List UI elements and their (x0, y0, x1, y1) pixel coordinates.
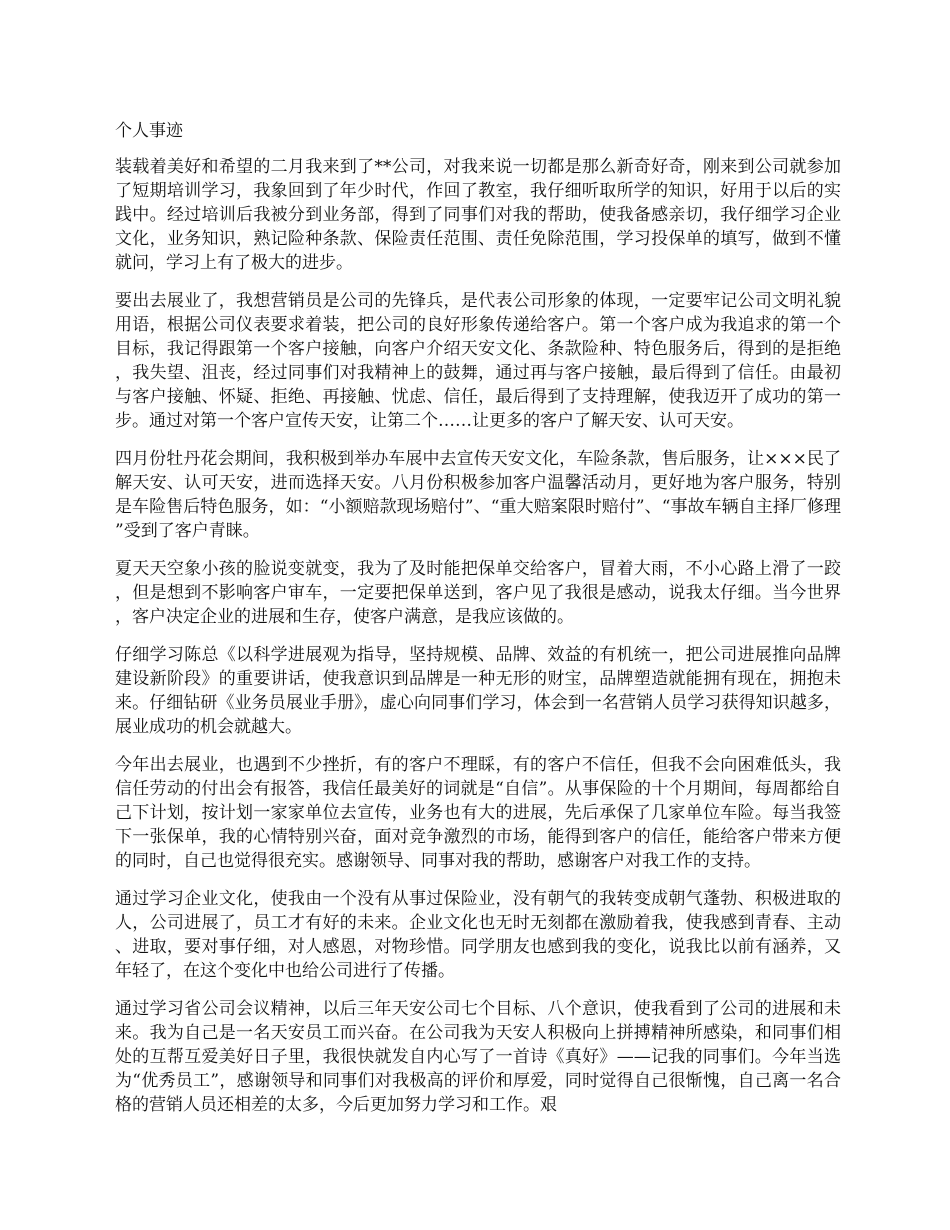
document-page (115, 119, 841, 1131)
paragraph-6: 今年出去展业，也遇到不少挫折，有的客户不理睬，有的客户不信任，但我不会向困难低头，我信任劳动的付出会有报答，我信任最美好的词就是“自信”。从事保险的十个月期间，每周都给自己下计划，按计划一家家单位去宣传，业务也有大的进展，先后承保了几家单位车险。每当我签下一张保单，我的心情特别兴奋，面对竞争激烈的市场，能得到客户的信任，能给客户带来方便的同时，自己也觉得很充实。感谢领导、同事对我的帮助，感谢客户对我工作的支持。 (115, 755, 841, 871)
paragraph-5: 仔细学习陈总《以科学进展观为指导，坚持规模、品牌、效益的有机统一，把公司进展推向品牌建设新阶段》的重要讲话，使我意识到品牌是一种无形的财宝，品牌塑造就能拥有现在，拥抱未来。仔细钻研《业务员展业手册》，虚心向同事们学习，体会到一名营销人员学习获得知识越多，展业成功的机会就越大。 (115, 645, 841, 737)
paragraph-8: 通过学习省公司会议精神，以后三年天安公司七个目标、八个意识，使我看到了公司的进展和未来。我为自己是一名天安员工而兴奋。在公司我为天安人积极向上拼搏精神所感染，和同事们相处的互帮互爱美好日子里，我很快就发自内心写了一首诗《真好》——记我的同事们。今年当选为“优秀员工”，感谢领导和同事们对我极高的评价和厚爱，同时觉得自己很惭愧，自己离一名合格的营销人员还相差的太多，今后更加努力学习和工作。艰 (115, 999, 841, 1115)
paragraph-1: 装载着美好和希望的二月我来到了**公司，对我来说一切都是那么新奇好奇，刚来到公司就参加了短期培训学习，我象回到了年少时代，作回了教室，我仔细听取所学的知识，好用于以后的实践中。经过培训后我被分到业务部，得到了同事们对我的帮助，使我备感亲切，我仔细学习企业文化，业务知识，熟记险种条款、保险责任范围、责任免除范围，学习投保单的填写，做到不懂就问，学习上有了极大的进步。 (115, 157, 841, 273)
paragraph-3: 四月份牡丹花会期间，我积极到举办车展中去宣传天安文化，车险条款，售后服务，让×××民了解天安、认可天安，进而选择天安。八月份积极参加客户温馨活动月，更好地为客户服务，特别是车险售后特色服务，如：“小额赔款现场赔付”、“重大赔案限时赔付”、“事故车辆自主择厂修理”受到了客户青睐。 (115, 449, 841, 541)
paragraph-2: 要出去展业了，我想营销员是公司的先锋兵，是代表公司形象的体现，一定要牢记公司文明礼貌用语，根据公司仪表要求着装，把公司的良好形象传递给客户。第一个客户成为我追求的第一个目标，我记得跟第一个客户接触，向客户介绍天安文化、条款险种、特色服务后，得到的是拒绝，我失望、沮丧，经过同事们对我精神上的鼓舞，通过再与客户接触，最后得到了信任。由最初与客户接触、怀疑、拒绝、再接触、忧虑、信任，最后得到了支持理解，使我迈开了成功的第一步。通过对第一个客户宣传天安，让第二个……让更多的客户了解天安、认可天安。 (115, 291, 841, 431)
paragraph-7: 通过学习企业文化，使我由一个没有从事过保险业，没有朝气的我转变成朝气蓬勃、积极进取的人，公司进展了，员工才有好的未来。企业文化也无时无刻都在激励着我，使我感到青春、主动、进取，要对事仔细，对人感恩，对物珍惜。同学朋友也感到我的变化，说我比以前有涵养，又年轻了，在这个变化中也给公司进行了传播。 (115, 889, 841, 981)
document-title: 个人事迹 (115, 121, 183, 141)
paragraph-4: 夏天天空象小孩的脸说变就变，我为了及时能把保单交给客户，冒着大雨，不小心路上滑了一跤，但是想到不影响客户审车，一定要把保单送到，客户见了我很是感动，说我太仔细。当今世界，客户决定企业的进展和生存，使客户满意，是我应该做的。 (115, 559, 841, 627)
